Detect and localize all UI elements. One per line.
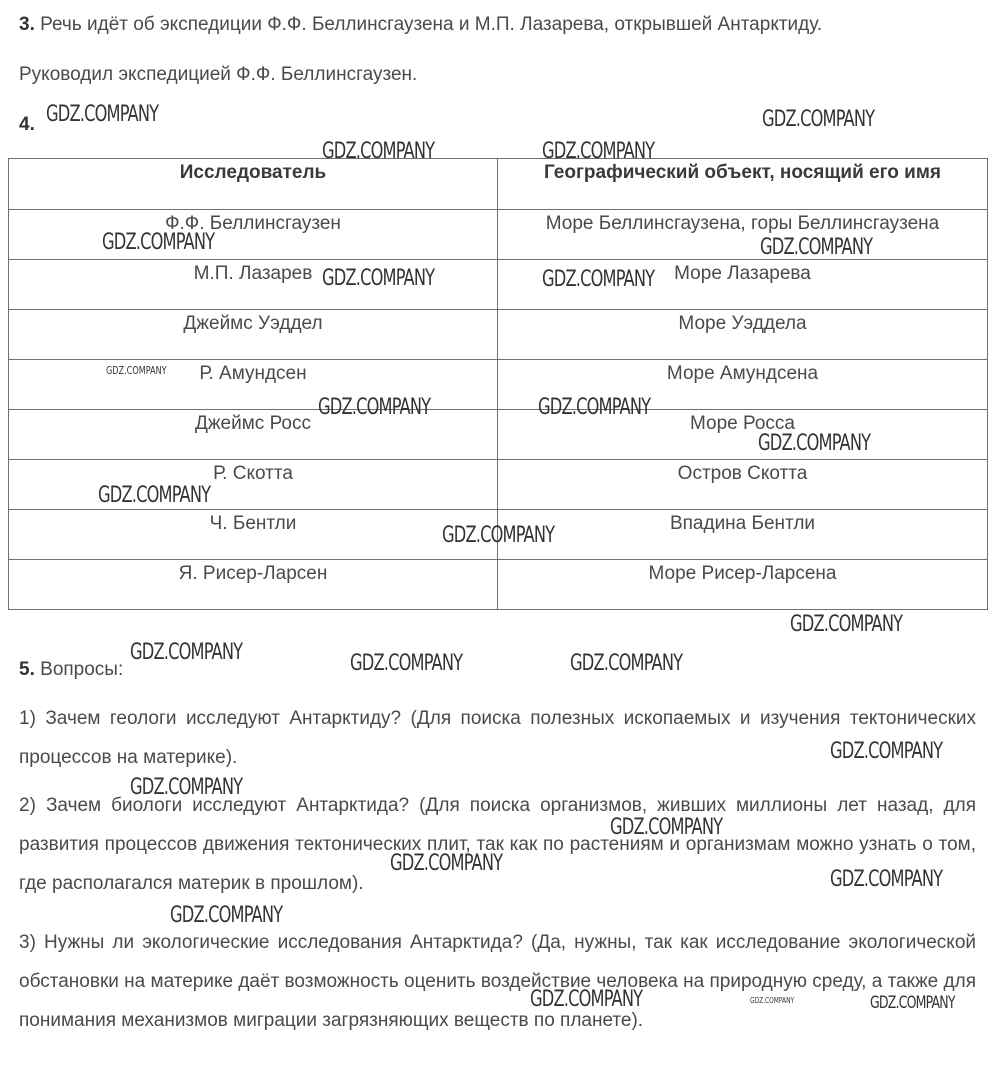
section5-heading [19, 659, 123, 681]
explorer-cell: М.П. Лазарев [9, 260, 498, 310]
table-row [9, 260, 988, 310]
section5-number: 5. [19, 659, 35, 680]
section3-text: Речь идёт об экспедиции Ф.Ф. Беллинсгаузена и М.П. Лазарева, открывшей Антарктиду. [40, 14, 823, 35]
object-cell: Море Лазарева [498, 260, 988, 310]
watermark: GDZ.COMPANY [870, 993, 955, 1013]
watermark: GDZ.COMPANY [750, 996, 795, 1005]
explorer-cell: Джеймс Росс [9, 410, 498, 460]
watermark: GDZ.COMPANY [790, 612, 903, 637]
explorer-cell: Р. Скотта [9, 460, 498, 510]
object-cell: Море Уэддела [498, 310, 988, 360]
watermark: GDZ.COMPANY [350, 651, 463, 676]
watermark: GDZ.COMPANY [130, 640, 243, 665]
watermark: GDZ.COMPANY [322, 139, 435, 164]
explorer-cell: Я. Рисер-Ларсен [9, 560, 498, 610]
question-1: 1) Зачем геологи исследуют Антарктиду? (Для поиска полезных ископаемых и изучения тектонических процессов на материке). [19, 708, 976, 768]
watermark: GDZ.COMPANY [170, 903, 283, 928]
object-cell: Море Росса [498, 410, 988, 460]
watermark: GDZ.COMPANY [758, 431, 871, 456]
watermark: GDZ.COMPANY [318, 395, 431, 420]
section3-line1 [19, 14, 822, 36]
watermark: GDZ.COMPANY [130, 775, 243, 800]
watermark: GDZ.COMPANY [390, 851, 503, 876]
header-object: Географический объект, носящий его имя [498, 159, 988, 210]
watermark: GDZ.COMPANY [538, 395, 651, 420]
object-cell: Море Рисер-Ларсена [498, 560, 988, 610]
watermark: GDZ.COMPANY [542, 139, 655, 164]
explorer-cell: Ч. Бентли [9, 510, 498, 560]
object-cell: Море Беллинсгаузена, горы Беллинсгаузена [498, 210, 988, 260]
explorer-cell: Джеймс Уэддел [9, 310, 498, 360]
watermark: GDZ.COMPANY [102, 230, 215, 255]
section3-line2: Руководил экспедицией Ф.Ф. Беллинсгаузен. [19, 64, 418, 85]
table-row [9, 310, 988, 360]
watermark: GDZ.COMPANY [322, 266, 435, 291]
section5-title: Вопросы: [40, 659, 124, 680]
watermark: GDZ.COMPANY [530, 987, 643, 1012]
watermark: GDZ.COMPANY [542, 267, 655, 292]
section3-number: 3. [19, 14, 35, 35]
question-3: 3) Нужны ли экологические исследования Антарктида? (Да, нужны, так как исследование экологической обстановки на материке даёт возможность оценить воздействие человека на природную среду, а также для понимания механизмов миграции загрязняющих веществ по планете). [19, 932, 976, 1031]
object-cell: Море Амундсена [498, 360, 988, 410]
watermark: GDZ.COMPANY [830, 739, 943, 764]
header-explorer: Исследователь [9, 159, 498, 210]
object-cell: Остров Скотта [498, 460, 988, 510]
watermark: GDZ.COMPANY [760, 235, 873, 260]
object-cell: Впадина Бентли [498, 510, 988, 560]
explorer-cell: Р. Амундсен [9, 360, 498, 410]
watermark: GDZ.COMPANY [106, 364, 167, 377]
question-2: 2) Зачем биологи исследуют Антарктида? (Для поиска организмов, живших миллионы лет назад, для развития процессов движения тектонических плит, так как по растениям и организмам можно узнать о том, где располагался материк в прошлом). [19, 795, 976, 894]
table-header-row [9, 159, 988, 210]
section4-number: 4. [19, 114, 35, 135]
explorer-cell: Ф.Ф. Беллинсгаузен [9, 210, 498, 260]
watermark: GDZ.COMPANY [570, 651, 683, 676]
watermark: GDZ.COMPANY [830, 867, 943, 892]
watermark: GDZ.COMPANY [610, 815, 723, 840]
watermark: GDZ.COMPANY [442, 523, 555, 548]
table-row [9, 560, 988, 610]
watermark: GDZ.COMPANY [762, 107, 875, 132]
watermark: GDZ.COMPANY [98, 483, 211, 508]
watermark: GDZ.COMPANY [46, 102, 159, 127]
